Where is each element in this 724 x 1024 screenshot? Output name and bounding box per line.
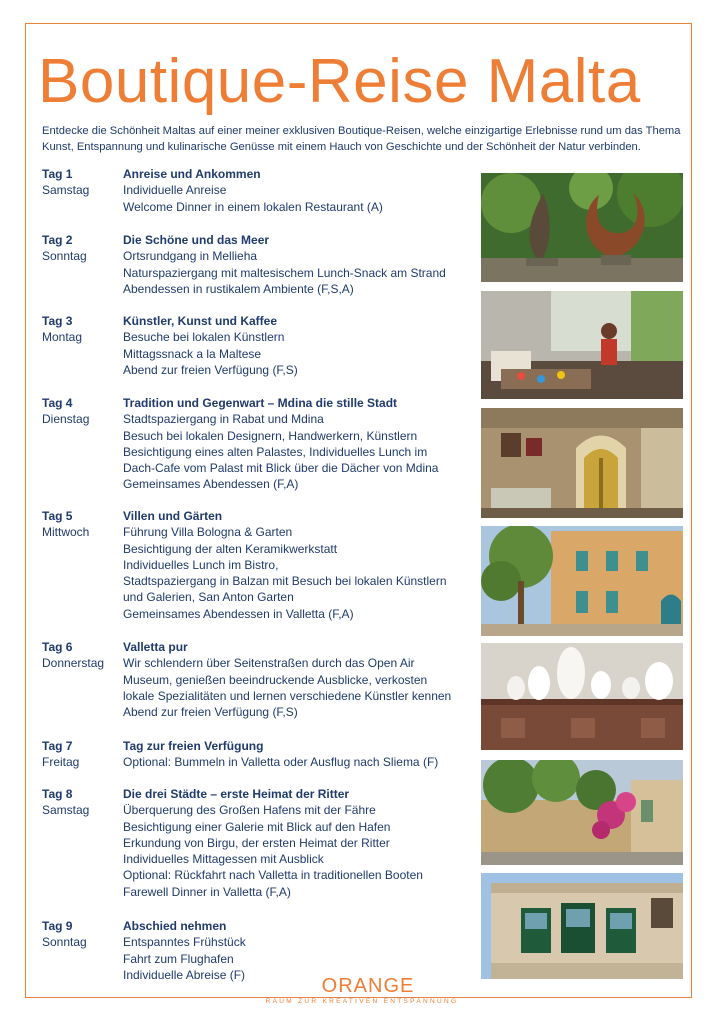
- weekday: Mittwoch: [42, 525, 90, 540]
- activity-line: Welcome Dinner in einem lokalen Restaurant (A): [123, 199, 383, 214]
- activity-line: Farewell Dinner in Valletta (F,A): [123, 884, 291, 899]
- day-block-6: [42, 639, 472, 720]
- day-heading: Die Schöne und das Meer: [123, 233, 270, 247]
- day-block-4: [42, 395, 472, 493]
- weekday: Sonntag: [42, 249, 87, 264]
- day-heading: Abschied nehmen: [123, 919, 227, 933]
- day-number: Tag 8: [42, 787, 73, 801]
- activity-line: und Galerien, San Anton Garten: [123, 590, 294, 605]
- day-block-8: [42, 786, 472, 900]
- day-heading: Anreise und Ankommen: [123, 167, 261, 181]
- day-heading: Valletta pur: [123, 640, 188, 654]
- day-heading: Die drei Städte – erste Heimat der Ritter: [123, 787, 350, 801]
- activity-line: Gemeinsames Abendessen (F,A): [123, 477, 299, 492]
- activity-line: Erkundung von Birgu, der ersten Heimat der Ritter: [123, 835, 390, 850]
- day-number: Tag 5: [42, 509, 73, 523]
- photo-street-bougainvillea: [481, 760, 683, 865]
- activity-line: Entspanntes Frühstück: [123, 935, 246, 950]
- activity-line: Individuelle Anreise: [123, 183, 227, 198]
- page-title: Boutique-Reise Malta: [38, 47, 641, 116]
- activity-line: Fahrt zum Flughafen: [123, 951, 234, 966]
- weekday: Samstag: [42, 803, 90, 818]
- activity-line: Besuche bei lokalen Künstlern: [123, 330, 285, 345]
- day-number: Tag 3: [42, 314, 73, 328]
- activity-line: Wir schlendern über Seitenstraßen durch das Open Air: [123, 656, 415, 671]
- activity-line: Stadtspaziergang in Balzan mit Besuch bei lokalen Künstlern: [123, 574, 447, 589]
- day-number: Tag 1: [42, 167, 73, 181]
- weekday: Dienstag: [42, 412, 90, 427]
- activity-line: Besichtigung eines alten Palastes, Individuelles Lunch im: [123, 444, 428, 459]
- weekday: Freitag: [42, 755, 80, 770]
- activity-line: Individuelles Lunch im Bistro,: [123, 557, 279, 572]
- activity-line: Besichtigung der alten Keramikwerkstatt: [123, 541, 338, 556]
- day-number: Tag 6: [42, 640, 73, 654]
- day-block-5: [42, 508, 472, 622]
- activity-line: Individuelles Mittagessen mit Ausblick: [123, 852, 324, 867]
- activity-line: Überquerung des Großen Hafens mit der Fähre: [123, 803, 376, 818]
- day-number: Tag 9: [42, 919, 73, 933]
- day-block-9: [42, 918, 472, 983]
- intro-text: Entdecke die Schönheit Maltas auf einer meiner exklusiven Boutique-Reisen, welche einzigartige Erlebnisse rund um das Thema Kunst, Entspannung und kulinarische Genüsse mit einem Hauch von Geschichte und der Schönheit der Natur verbinden.: [42, 125, 681, 153]
- photo-villa-garden: [481, 526, 683, 636]
- photo-maltese-balconies: [481, 873, 683, 979]
- day-block-1: [42, 166, 472, 215]
- weekday: Donnerstag: [42, 656, 105, 671]
- day-heading: Villen und Gärten: [123, 509, 223, 523]
- activity-line: Führung Villa Bologna & Garten: [123, 525, 293, 540]
- day-number: Tag 4: [42, 396, 73, 410]
- day-block-3: [42, 313, 472, 378]
- day-heading: Künstler, Kunst und Kaffee: [123, 314, 278, 328]
- photo-artist-studio: [481, 291, 683, 399]
- activity-line: Gemeinsames Abendessen in Valletta (F,A): [123, 606, 354, 621]
- day-heading: Tag zur freien Verfügung: [123, 739, 264, 753]
- brand-logo: ORANGE: [316, 976, 420, 996]
- activity-line: Abend zur freien Verfügung (F,S): [123, 705, 298, 720]
- activity-line: Museum, genießen beeindruckende Ausblicke, verkosten: [123, 672, 428, 687]
- day-number: Tag 2: [42, 233, 73, 247]
- activity-line: Mittagssnack a la Maltese: [123, 346, 262, 361]
- day-block-7: [42, 738, 472, 771]
- weekday: Sonntag: [42, 935, 87, 950]
- day-block-2: [42, 232, 472, 297]
- day-number: Tag 7: [42, 739, 73, 753]
- activity-line: Optional: Bummeln in Valletta oder Ausflug nach Sliema (F): [123, 755, 439, 770]
- weekday: Montag: [42, 330, 83, 345]
- activity-line: lokale Spezialitäten und lernen verschiedene Künstler kennen: [123, 688, 452, 703]
- weekday: Samstag: [42, 183, 90, 198]
- photo-ceramic-vases: [481, 643, 683, 750]
- activity-line: Abendessen in rustikalem Ambiente (F,S,A): [123, 281, 354, 296]
- photo-palace-interior: [481, 408, 683, 518]
- day-heading: Tradition und Gegenwart – Mdina die stille Stadt: [123, 396, 398, 410]
- activity-line: Individuelle Abreise (F): [123, 967, 246, 982]
- activity-line: Ortsrundgang in Mellieha: [123, 249, 258, 264]
- activity-line: Optional: Rückfahrt nach Valletta in traditionellen Booten: [123, 868, 423, 883]
- brand-tagline: RAUM ZUR KREATIVEN ENTSPANNUNG: [265, 998, 459, 1005]
- photo-garden-sculptures: [481, 173, 683, 282]
- activity-line: Dach-Cafe vom Palast mit Blick über die Dächer von Mdina: [123, 461, 439, 476]
- activity-line: Abend zur freien Verfügung (F,S): [123, 362, 298, 377]
- activity-line: Naturspaziergang mit maltesischem Lunch-Snack am Strand: [123, 265, 446, 280]
- activity-line: Besichtigung einer Galerie mit Blick auf den Hafen: [123, 819, 391, 834]
- activity-line: Besuch bei lokalen Designern, Handwerkern, Künstlern: [123, 428, 418, 443]
- activity-line: Stadtspaziergang in Rabat und Mdina: [123, 412, 324, 427]
